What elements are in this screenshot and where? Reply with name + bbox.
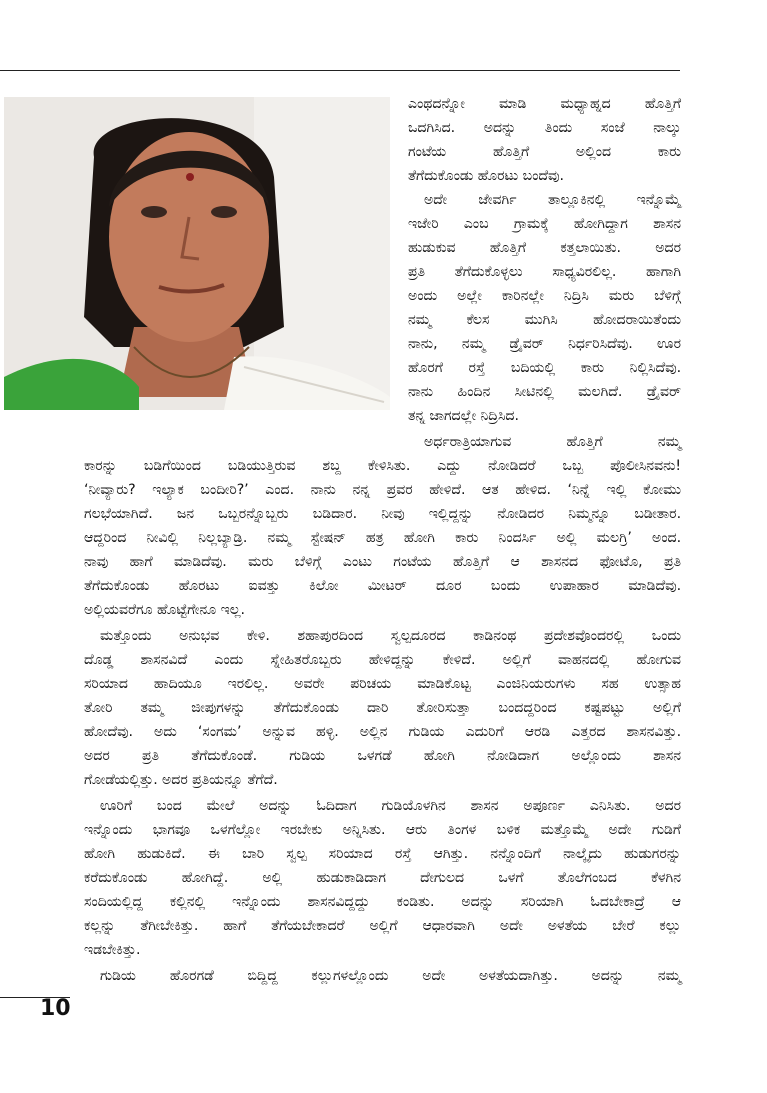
paragraph-line: ‘ನೀವ್ಯಾರು? ಇಲ್ಯಾಕ ಬಂದೀರಿ?’ ಎಂದ. ನಾನು ನನ್ನ ಪ್ರವರ ಹೇಳಿದೆ. ಆತ ಹೇಳಿದ. ‘ನಿನ್ನೆ ಇಲ್ಲಿ ಕೋಮು [84,482,681,498]
portrait-illustration [4,97,390,410]
paragraph-line: ಅಲ್ಲಿಯವರೆಗೂ ಹೊಟ್ಟೆಗೇನೂ ಇಲ್ಲ. [84,602,245,618]
paragraph-line: ಆದ್ದರಿಂದ ನೀವಿಲ್ಲಿ ನಿಲ್ಲಬ್ಯಾಡ್ರಿ. ನಮ್ಮ ಸ್ಟೇಷನ್ ಹತ್ರ ಹೋಗಿ ಕಾರು ನಿಂದರ್ಸಿ ಅಲ್ಲಿ ಮಲಗ್ರಿ’ ಅಂದ. [84,530,681,546]
paragraph-line: ಹೊರಗೆ ರಸ್ತೆ ಬದಿಯಲ್ಲಿ ಕಾರು ನಿಲ್ಲಿಸಿದೆವು. [408,360,681,376]
paragraph-line: ಅದೇ ಜೇವರ್ಗಿ ತಾಲ್ಲೂಕಿನಲ್ಲಿ ಇನ್ನೊಮ್ಮೆ [424,192,681,208]
paragraph-line: ಅರ್ಧರಾತ್ರಿಯಾಗುವ ಹೊತ್ತಿಗೆ ನಮ್ಮ [424,434,681,450]
paragraph-line: ತೆಗೆದುಕೊಂಡು ಹೊರಟು ಬಂದೆವು. [408,168,564,184]
paragraph-line: ತನ್ನ ಜಾಗದಲ್ಲೇ ನಿದ್ರಿಸಿದ. [408,408,519,424]
paragraph-line: ಅಂದು ಅಲ್ಲೇ ಕಾರಿನಲ್ಲೇ ನಿದ್ರಿಸಿ ಮರು ಬೆಳಿಗ್ಗೆ [408,288,681,304]
paragraph-line: ಗಲಭೆಯಾಗಿದೆ. ಜನ ಒಬ್ಬರನ್ನೊಬ್ಬರು ಬಡಿದಾರ. ನೀವು ಇಲ್ಲಿದ್ದನ್ನು ನೋಡಿದರ ನಿಮ್ಮನ್ನೂ ಬಡೀತಾರ. [84,506,681,522]
paragraph-line: ಸರಿಯಾದ ಹಾದಿಯೂ ಇರಲಿಲ್ಲ. ಅವರೇ ಪರಿಚಯ ಮಾಡಿಕೊಟ್ಟ ಎಂಜಿನಿಯರುಗಳು ಸಹ ಉತ್ಸಾಹ [84,676,681,692]
paragraph-line: ಕಲ್ಲನ್ನು ತೆಗೀಬೇಕಿತ್ತು. ಹಾಗೆ ತೆಗೆಯಬೇಕಾದರೆ ಅಲ್ಲಿಗೆ ಆಧಾರವಾಗಿ ಅದೇ ಅಳತೆಯ ಬೇರೆ ಕಲ್ಲು [84,918,681,934]
paragraph-line: ಒದಗಿಸಿದ. ಅದನ್ನು ತಿಂದು ಸಂಜೆ ನಾಲ್ಕು [408,120,681,136]
paragraph-line: ನಾನು ಹಿಂದಿನ ಸೀಟಿನಲ್ಲಿ ಮಲಗಿದೆ. ಡ್ರೈವರ್ [408,384,681,400]
paragraph-line: ಗಂಟೆಯ ಹೊತ್ತಿಗೆ ಅಲ್ಲಿಂದ ಕಾರು [408,144,681,160]
paragraph-line: ಹುಡುಕುವ ಹೊತ್ತಿಗೆ ಕತ್ತಲಾಯಿತು. ಅದರ [408,240,681,256]
paragraph-line: ಅದರ ಪ್ರತಿ ತೆಗೆದುಕೊಂಡೆ. ಗುಡಿಯ ಒಳಗಡೆ ಹೋಗಿ ನೋಡಿದಾಗ ಅಲ್ಲೊಂದು ಶಾಸನ [84,748,681,764]
paragraph-line: ಇನ್ನೊಂದು ಭಾಗವೂ ಒಳಗೆಲ್ಲೋ ಇರಬೇಕು ಅನ್ನಿಸಿತು. ಆರು ತಿಂಗಳ ಬಳಿಕ ಮತ್ತೊಮ್ಮೆ ಅದೇ ಗುಡಿಗೆ [84,822,681,838]
paragraph-line: ಇಡಬೇಕಿತ್ತು. [84,942,141,958]
paragraph-line: ನಮ್ಮ ಕೆಲಸ ಮುಗಿಸಿ ಹೋದರಾಯಿತೆಂದು [408,312,681,328]
portrait-photo [4,97,390,410]
paragraph-line: ಸಂದಿಯಲ್ಲಿದ್ದ ಕಲ್ಲಿನಲ್ಲಿ ಇನ್ನೊಂದು ಶಾಸನವಿದ್ದದ್ದು ಕಂಡಿತು. ಅದನ್ನು ಸರಿಯಾಗಿ ಓದಬೇಕಾದ್ರೆ ಆ [84,894,681,910]
paragraph-line: ಇಜೇರಿ ಎಂಬ ಗ್ರಾಮಕ್ಕೆ ಹೋಗಿದ್ದಾಗ ಶಾಸನ [408,216,681,232]
paragraph-line: ಗೋಡೆಯಲ್ಲಿತ್ತು. ಅದರ ಪ್ರತಿಯನ್ನೂ ತೆಗೆದೆ. [84,772,278,788]
paragraph-line: ಹೋಗಿ ಹುಡುಕಿದೆ. ಈ ಬಾರಿ ಸ್ವಲ್ಪ ಸರಿಯಾದ ರಸ್ತೆ ಆಗಿತ್ತು. ನನ್ನೊಂದಿಗೆ ನಾಲ್ಕೈದು ಹುಡುಗರನ್ನು [84,846,681,862]
paragraph-line: ದೊಡ್ಡ ಶಾಸನವಿದೆ ಎಂದು ಸ್ನೇಹಿತರೊಬ್ಬರು ಹೇಳಿದ್ದನ್ನು ಕೇಳಿದೆ. ಅಲ್ಲಿಗೆ ವಾಹನದಲ್ಲಿ ಹೋಗುವ [84,652,681,668]
paragraph-line: ಪ್ರತಿ ತೆಗೆದುಕೊಳ್ಳಲು ಸಾಧ್ಯವಿರಲಿಲ್ಲ. ಹಾಗಾಗಿ [408,264,681,280]
paragraph-line: ಎಂಥದನ್ನೋ ಮಾಡಿ ಮಧ್ಯಾಹ್ನದ ಹೊತ್ತಿಗೆ [408,96,681,112]
paragraph-line: ನಾನು, ನಮ್ಮ ಡ್ರೈವರ್ ನಿರ್ಧರಿಸಿದೆವು. ಊರ [408,336,681,352]
paragraph-line: ತೋರಿ ತಮ್ಮ ಜೀಪುಗಳನ್ನು ತೆಗೆದುಕೊಂಡು ದಾರಿ ತೋರಿಸುತ್ತಾ ಬಂದದ್ದರಿಂದ ಕಷ್ಟಪಟ್ಟು ಅಲ್ಲಿಗೆ [84,700,681,716]
paragraph-line: ಮತ್ತೊಂದು ಅನುಭವ ಕೇಳಿ. ಶಹಾಪುರದಿಂದ ಸ್ವಲ್ಪದೂರದ ಕಾಡಿನಂಥ ಪ್ರದೇಶವೊಂದರಲ್ಲಿ ಒಂದು [100,628,681,644]
paragraph-line: ಊರಿಗೆ ಬಂದ ಮೇಲೆ ಅದನ್ನು ಓದಿದಾಗ ಗುಡಿಯೊಳಗಿನ ಶಾಸನ ಅಪೂರ್ಣ ಎನಿಸಿತು. ಅದರ [100,798,681,814]
paragraph-line: ಹೋದೆವು. ಅದು ‘ಸಂಗಮ’ ಅನ್ನುವ ಹಳ್ಳಿ. ಅಲ್ಲಿನ ಗುಡಿಯ ಎದುರಿಗೆ ಆರಡಿ ಎತ್ತರದ ಶಾಸನವಿತ್ತು. [84,724,681,740]
top-rule [0,70,680,71]
paragraph-line: ತೆಗೆದುಕೊಂಡು ಹೊರಟು ಐವತ್ತು ಕಿಲೋ ಮೀಟರ್ ದೂರ ಬಂದು ಉಪಾಹಾರ ಮಾಡಿದೆವು. [84,578,681,594]
paragraph-line: ಕರೆದುಕೊಂಡು ಹೋಗಿದ್ದೆ. ಅಲ್ಲಿ ಹುಡುಕಾಡಿದಾಗ ದೇಗುಲದ ಒಳಗೆ ತೊಲೆಗಂಬದ ಕೆಳಗಿನ [84,870,681,886]
paragraph-line: ಕಾರನ್ನು ಬಡಿಗೆಯಿಂದ ಬಡಿಯುತ್ತಿರುವ ಶಬ್ದ ಕೇಳಿಸಿತು. ಎದ್ದು ನೋಡಿದರೆ ಒಬ್ಬ ಪೊಲೀಸಿನವನು! [84,458,681,474]
paragraph-line: ಗುಡಿಯ ಹೊರಗಡೆ ಬಿದ್ದಿದ್ದ ಕಲ್ಲುಗಳಲ್ಲೊಂದು ಅದೇ ಅಳತೆಯದಾಗಿತ್ತು. ಅದನ್ನು ನಮ್ಮ [100,968,681,984]
page-number: 10 [40,996,71,1021]
paragraph-line: ನಾವು ಹಾಗೆ ಮಾಡಿದೆವು. ಮರು ಬೆಳಿಗ್ಗೆ ಎಂಟು ಗಂಟೆಯ ಹೊತ್ತಿಗೆ ಆ ಶಾಸನದ ಫೋಟೊ, ಪ್ರತಿ [84,554,681,570]
